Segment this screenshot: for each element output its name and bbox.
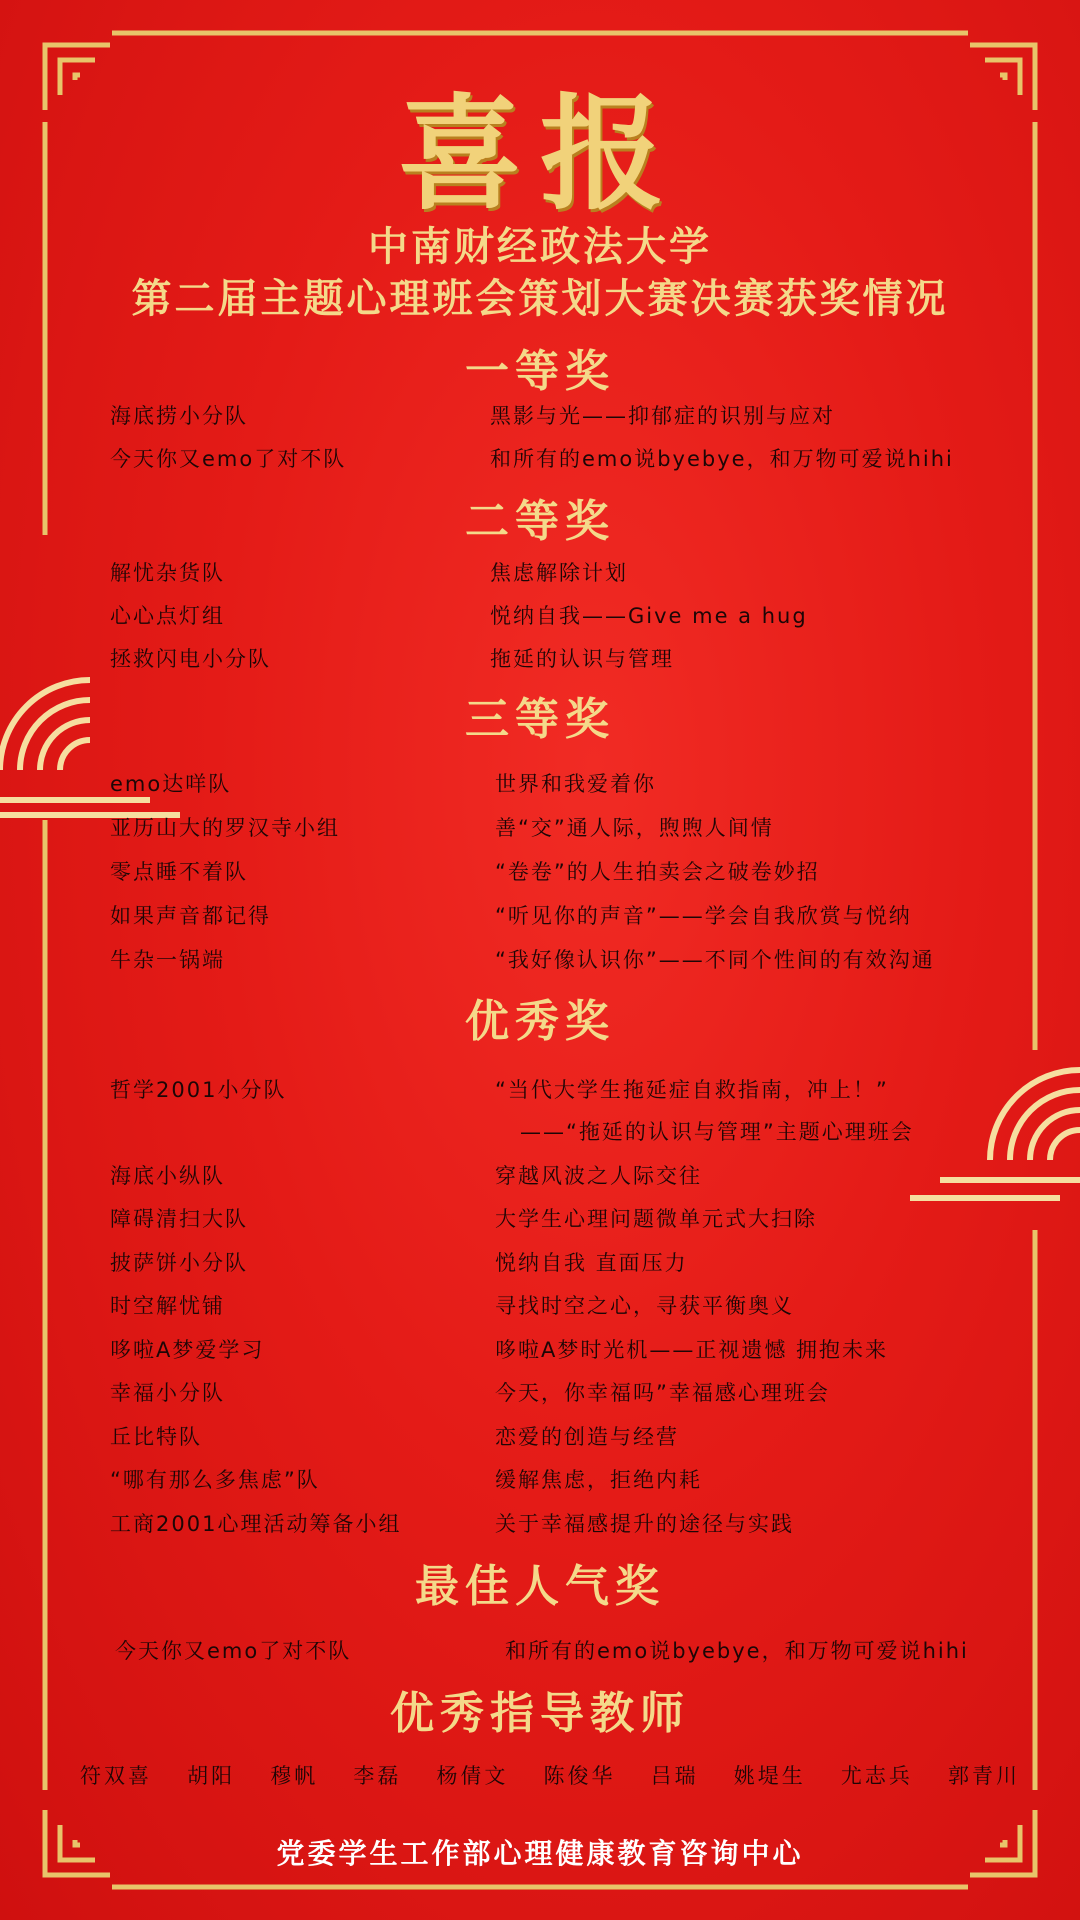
- advisor-name: 吕瑞: [650, 1764, 699, 1788]
- advisor-names: [80, 1760, 1020, 1790]
- team-name: 牛杂一锅端: [110, 948, 225, 972]
- team-name: 零点睡不着队: [110, 860, 248, 884]
- topic-title: “卷卷”的人生拍卖会之破卷妙招: [495, 860, 820, 884]
- team-name: 如果声音都记得: [110, 904, 271, 928]
- topic-title: 缓解焦虑，拒绝内耗: [495, 1468, 702, 1492]
- topic-title: “当代大学生拖延症自救指南，冲上！”: [495, 1078, 889, 1102]
- team-name: 心心点灯组: [110, 604, 225, 628]
- advisor-name: 郭青川: [947, 1764, 1020, 1788]
- topic-title: 焦虑解除计划: [490, 561, 628, 585]
- right-cloud-motif: [910, 1070, 1080, 1198]
- team-name: 丘比特队: [110, 1425, 202, 1449]
- team-name: “哪有那么多焦虑”队: [110, 1468, 320, 1492]
- topic-title: “我好像认识你”——不同个性间的有效沟通: [495, 948, 935, 972]
- advisor-name: 符双喜: [80, 1764, 152, 1788]
- first-prize-heading: 一等奖: [465, 346, 615, 397]
- topic-title: 和所有的emo说byebye，和万物可爱说hihi: [490, 447, 954, 471]
- organizer-footer: 党委学生工作部心理健康教育咨询中心: [276, 1837, 804, 1870]
- topic-title: 哆啦A梦时光机——正视遗憾 拥抱未来: [495, 1338, 889, 1362]
- advisor-name: 陈俊华: [543, 1764, 616, 1788]
- topic-title: 世界和我爱着你: [495, 772, 656, 796]
- advisor-name: 李磊: [353, 1764, 402, 1788]
- advisor-name: 姚堤生: [733, 1764, 806, 1788]
- team-name: 哲学2001小分队: [110, 1078, 287, 1102]
- page-title: 喜报: [397, 82, 682, 227]
- team-name: 解忧杂货队: [110, 561, 225, 585]
- team-name: 今天你又emo了对不队: [115, 1639, 352, 1663]
- topic-title: 大学生心理问题微单元式大扫除: [495, 1207, 817, 1231]
- team-name: 幸福小分队: [110, 1381, 225, 1405]
- advisor-name: 穆帆: [270, 1764, 319, 1788]
- topic-title: 拖延的认识与管理: [490, 647, 674, 671]
- excellence-prize-heading: 优秀奖: [465, 996, 615, 1047]
- topic-title: 恋爱的创造与经营: [495, 1425, 679, 1449]
- team-name: 拯救闪电小分队: [110, 647, 271, 671]
- topic-title: 黑影与光——抑郁症的识别与应对: [490, 404, 835, 428]
- topic-title: 悦纳自我 直面压力: [495, 1251, 688, 1275]
- second-prize-heading: 二等奖: [465, 496, 615, 547]
- advisor-name: 杨倩文: [436, 1764, 509, 1788]
- university-name: 中南财经政法大学: [368, 223, 712, 270]
- topic-title: 穿越风波之人际交往: [495, 1164, 702, 1188]
- team-name: emo达咩队: [110, 772, 232, 796]
- advisor-name: 胡阳: [187, 1764, 236, 1788]
- team-name: 工商2001心理活动筹备小组: [110, 1512, 402, 1536]
- topic-title: 关于幸福感提升的途径与实践: [495, 1512, 794, 1536]
- topic-title: 善“交”通人际，煦煦人间情: [495, 816, 774, 840]
- topic-title: “听见你的声音”——学会自我欣赏与悦纳: [495, 904, 912, 928]
- team-name: 亚历山大的罗汉寺小组: [110, 816, 340, 840]
- team-name: 哆啦A梦爱学习: [110, 1338, 265, 1362]
- competition-title: 第二届主题心理班会策划大赛决赛获奖情况: [131, 275, 949, 322]
- topic-title-continued: ——“拖延的认识与管理”主题心理班会: [520, 1120, 914, 1144]
- third-prize-heading: 三等奖: [465, 694, 615, 745]
- team-name: 障碍清扫大队: [110, 1207, 248, 1231]
- team-name: 披萨饼小分队: [110, 1251, 248, 1275]
- advisors-heading: 优秀指导教师: [390, 1688, 690, 1739]
- advisor-name: 尤志兵: [840, 1764, 913, 1788]
- team-name: 今天你又emo了对不队: [110, 447, 347, 471]
- team-name: 海底捞小分队: [110, 404, 248, 428]
- team-name: 海底小纵队: [110, 1164, 225, 1188]
- topic-title: 今天，你幸福吗”幸福感心理班会: [495, 1381, 830, 1405]
- topic-title: 悦纳自我——Give me a hug: [490, 604, 808, 628]
- topic-title: 寻找时空之心，寻获平衡奥义: [495, 1294, 794, 1318]
- popularity-prize-heading: 最佳人气奖: [415, 1561, 665, 1612]
- topic-title: 和所有的emo说byebye，和万物可爱说hihi: [505, 1639, 969, 1663]
- team-name: 时空解忧铺: [110, 1294, 225, 1318]
